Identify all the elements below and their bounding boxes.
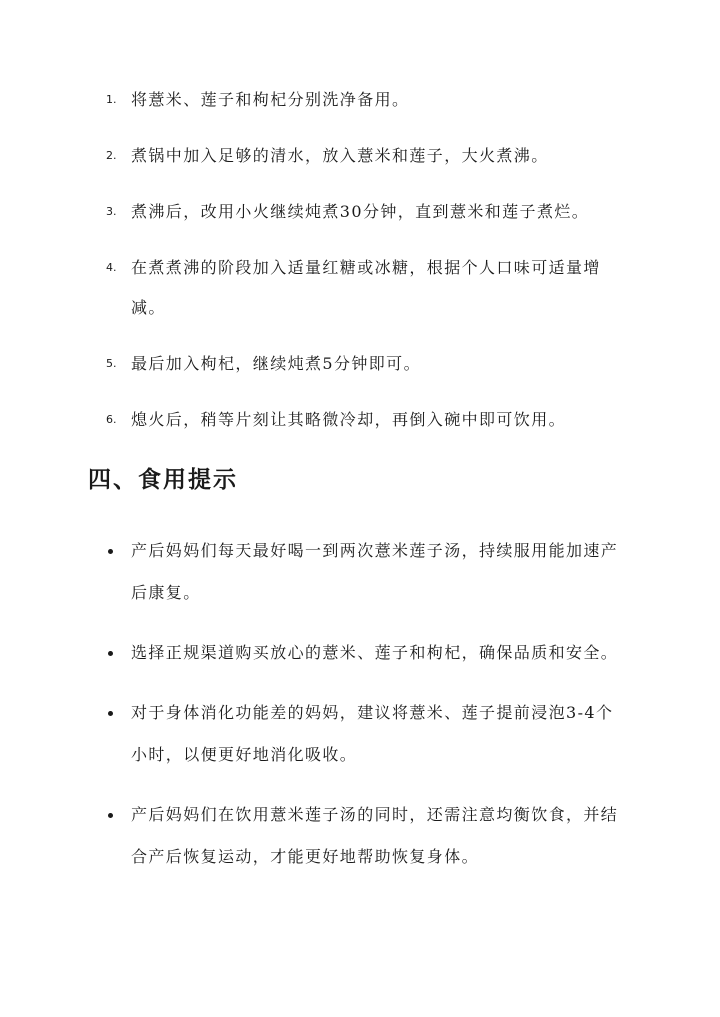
bullet-icon xyxy=(108,813,113,818)
list-item-text: 煮锅中加入足够的清水，放入薏米和莲子，大火煮沸。 xyxy=(131,146,549,165)
list-number: 5. xyxy=(106,357,117,370)
list-number: 1. xyxy=(106,93,117,106)
list-item-text: 对于身体消化功能差的妈妈，建议将薏米、莲子提前浸泡3-4个小时，以便更好地消化吸收。 xyxy=(131,703,614,764)
list-item-text: 熄火后，稍等片刻让其略微冷却，再倒入碗中即可饮用。 xyxy=(131,410,567,429)
list-item-text: 产后妈妈们在饮用薏米莲子汤的同时，还需注意均衡饮食，并结合产后恢复运动，才能更好地帮助恢复身体。 xyxy=(131,805,619,866)
list-item xyxy=(0,632,720,674)
list-item-text: 最后加入枸杞，继续炖煮5分钟即可。 xyxy=(131,354,421,373)
tips-list xyxy=(0,530,720,896)
list-item xyxy=(0,794,720,878)
section-heading: 四、食用提示 xyxy=(88,466,238,493)
list-item xyxy=(0,192,720,232)
list-number: 3. xyxy=(106,205,117,218)
list-item-text: 将薏米、莲子和枸杞分别洗净备用。 xyxy=(131,90,410,109)
list-item xyxy=(0,344,720,384)
list-item xyxy=(0,80,720,120)
recipe-steps-list xyxy=(0,80,720,456)
bullet-icon xyxy=(108,651,113,656)
list-item xyxy=(0,136,720,176)
list-number: 4. xyxy=(106,261,117,274)
list-item-text: 产后妈妈们每天最好喝一到两次薏米莲子汤，持续服用能加速产后康复。 xyxy=(131,541,619,602)
list-item-text: 在煮煮沸的阶段加入适量红糖或冰糖，根据个人口味可适量增减。 xyxy=(131,258,601,317)
list-item xyxy=(0,400,720,440)
bullet-icon xyxy=(108,549,113,554)
list-item xyxy=(0,248,720,328)
list-item xyxy=(0,530,720,614)
list-item-text: 选择正规渠道购买放心的薏米、莲子和枸杞，确保品质和安全。 xyxy=(131,643,619,662)
bullet-icon xyxy=(108,711,113,716)
list-item xyxy=(0,692,720,776)
list-number: 6. xyxy=(106,413,117,426)
list-item-text: 煮沸后，改用小火继续炖煮30分钟，直到薏米和莲子煮烂。 xyxy=(131,202,590,221)
list-number: 2. xyxy=(106,149,117,162)
